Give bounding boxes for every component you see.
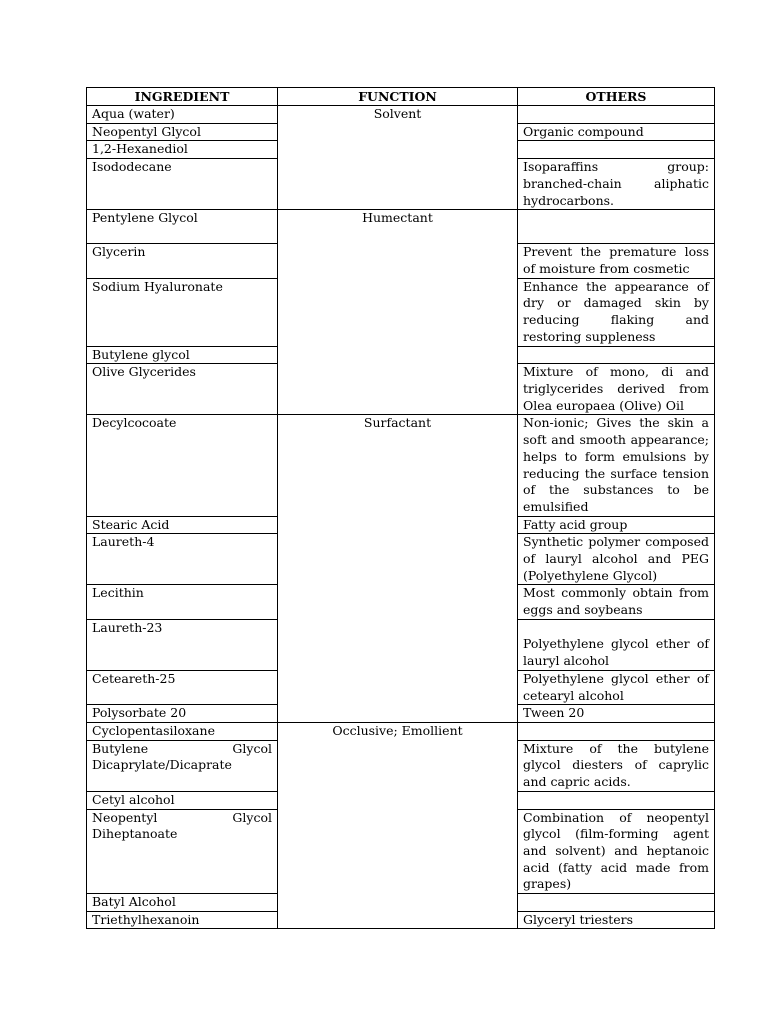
others-cell: Synthetic polymer composed of lauryl alcohol and PEG (Polyethylene Glycol) xyxy=(518,534,715,585)
function-cell-occlusive-emollient: Occlusive; Emollient xyxy=(278,722,518,928)
others-cell xyxy=(518,722,715,740)
ingredient-cell: Olive Glycerides xyxy=(87,364,278,415)
ingredient-cell: 1,2-Hexanediol xyxy=(87,141,278,159)
ingredient-cell: Laureth-23 xyxy=(87,619,278,670)
ingredient-cell: Butylene Glycol Dicaprylate/Dicaprate xyxy=(87,740,278,791)
ingredient-cell: Cyclopentasiloxane xyxy=(87,722,278,740)
others-cell: Mixture of the butylene glycol diesters of caprylic and capric acids. xyxy=(518,740,715,791)
ingredient-cell: Aqua (water) xyxy=(87,106,278,124)
others-cell: Combination of neopentyl glycol (film-forming agent and solvent) and heptanoic acid (fatty acid made from grapes) xyxy=(518,809,715,894)
others-cell xyxy=(518,346,715,364)
others-cell: Glyceryl triesters xyxy=(518,911,715,929)
others-cell xyxy=(518,894,715,912)
header-function: FUNCTION xyxy=(278,88,518,106)
ingredient-cell: Cetyl alcohol xyxy=(87,791,278,809)
table-header-row xyxy=(87,88,715,106)
ingredient-cell: Decylcocoate xyxy=(87,415,278,516)
ingredient-cell: Polysorbate 20 xyxy=(87,705,278,723)
others-cell: Prevent the premature loss of moisture from cosmetic xyxy=(518,244,715,278)
header-ingredient: INGREDIENT xyxy=(87,88,278,106)
ingredient-cell: Neopentyl Glycol xyxy=(87,123,278,141)
ingredient-cell: Laureth-4 xyxy=(87,534,278,585)
ingredient-cell: Isododecane xyxy=(87,159,278,210)
ingredient-cell: Neopentyl Glycol Diheptanoate xyxy=(87,809,278,894)
ingredient-cell: Lecithin xyxy=(87,585,278,619)
others-cell: Non-ionic; Gives the skin a soft and smooth appearance; helps to form emulsions by reducing the surface tension of the substances to be emulsified xyxy=(518,415,715,516)
others-cell: Polyethylene glycol ether of cetearyl alcohol xyxy=(518,670,715,704)
others-cell xyxy=(518,210,715,244)
ingredient-cell: Pentylene Glycol xyxy=(87,210,278,244)
ingredient-cell: Ceteareth-25 xyxy=(87,670,278,704)
ingredient-cell: Stearic Acid xyxy=(87,516,278,534)
function-cell-humectant: Humectant xyxy=(278,210,518,415)
ingredient-cell: Batyl Alcohol xyxy=(87,894,278,912)
others-cell: Enhance the appearance of dry or damaged skin by reducing flaking and restoring suppleness xyxy=(518,278,715,346)
others-cell xyxy=(518,141,715,159)
table-row xyxy=(87,210,715,244)
ingredient-cell: Glycerin xyxy=(87,244,278,278)
function-cell-surfactant: Surfactant xyxy=(278,415,518,723)
others-cell: Isoparaffins group: branched-chain aliphatic hydrocarbons. xyxy=(518,159,715,210)
others-cell xyxy=(518,106,715,124)
function-cell-solvent: Solvent xyxy=(278,106,518,210)
others-cell: Mixture of mono, di and triglycerides derived from Olea europaea (Olive) Oil xyxy=(518,364,715,415)
ingredient-cell: Sodium Hyaluronate xyxy=(87,278,278,346)
header-others: OTHERS xyxy=(518,88,715,106)
table-row xyxy=(87,722,715,740)
others-cell: Organic compound xyxy=(518,123,715,141)
others-cell xyxy=(518,791,715,809)
others-cell: Most commonly obtain from eggs and soybeans xyxy=(518,585,715,619)
others-cell: Polyethylene glycol ether of lauryl alcohol xyxy=(518,619,715,670)
table-row xyxy=(87,415,715,516)
ingredients-table xyxy=(86,87,715,929)
ingredient-cell: Triethylhexanoin xyxy=(87,911,278,929)
others-cell: Fatty acid group xyxy=(518,516,715,534)
table-row xyxy=(87,106,715,124)
ingredient-cell: Butylene glycol xyxy=(87,346,278,364)
others-cell: Tween 20 xyxy=(518,705,715,723)
